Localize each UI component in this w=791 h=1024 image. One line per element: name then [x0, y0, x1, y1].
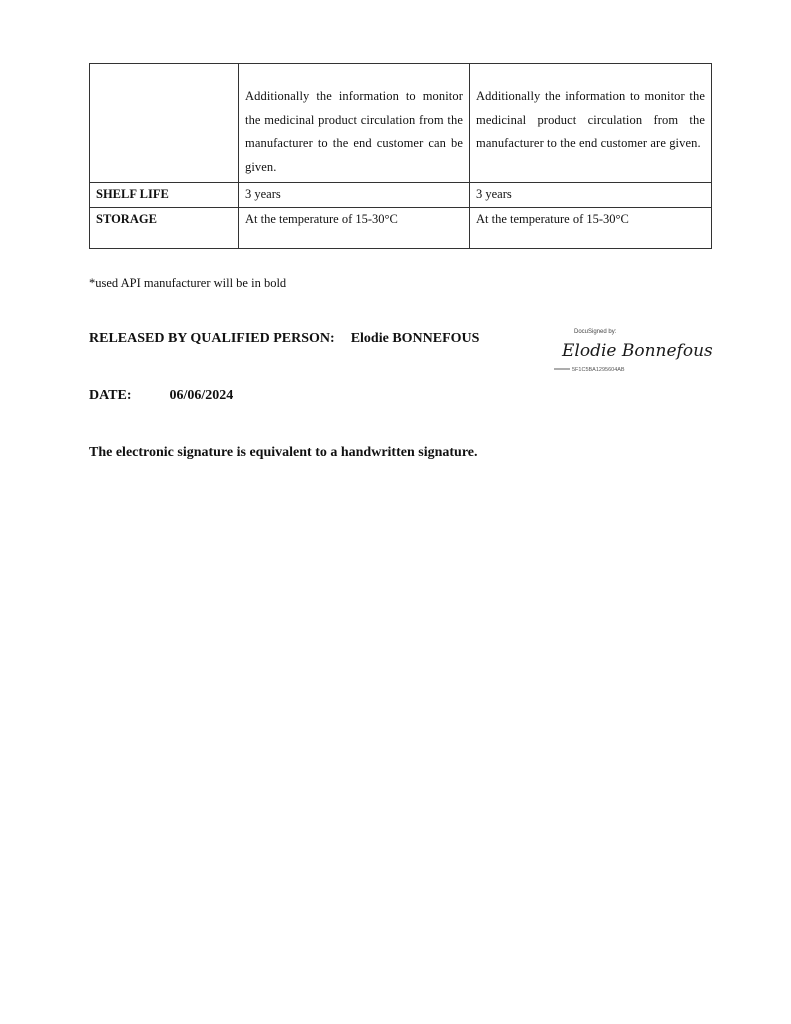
- cell-text: Additionally the information to monitor the medicinal product circulation from the manufacturer to the end customer are given.: [476, 89, 705, 150]
- date-value: 06/06/2024: [169, 388, 234, 403]
- table-cell: [470, 64, 712, 183]
- document-table: [89, 63, 712, 249]
- table-row: [90, 183, 712, 208]
- table-cell: [239, 183, 470, 208]
- electronic-signature-image: [552, 326, 713, 376]
- row-label: SHELF LIFE: [96, 187, 169, 201]
- cell-text: 3 years: [476, 187, 512, 201]
- row-label: STORAGE: [96, 212, 157, 226]
- table-row: [90, 64, 712, 183]
- cell-text: At the temperature of 15-30°C: [245, 212, 398, 226]
- cell-text: At the temperature of 15-30°C: [476, 212, 629, 226]
- cell-text: 3 years: [245, 187, 281, 201]
- cell-text: Additionally the information to monitor the medicinal product circulation from the manufacturer to the end customer can be given.: [245, 89, 463, 174]
- table-cell: [470, 208, 712, 249]
- table-cell: [239, 208, 470, 249]
- footnote: *used API manufacturer will be in bold: [89, 276, 287, 290]
- date-label: DATE:: [89, 388, 132, 403]
- release-line: [89, 331, 479, 347]
- signature-id: 5F1C5BA1295604AB: [572, 367, 625, 373]
- row-label-cell: [90, 208, 239, 249]
- signature-header: DocuSigned by:: [574, 329, 617, 335]
- date-line: [89, 388, 233, 404]
- signature-script: Elodie Bonnefous: [562, 341, 713, 361]
- table-row: [90, 208, 712, 249]
- signature-statement: The electronic signature is equivalent to a handwritten signature.: [89, 445, 478, 460]
- release-label: RELEASED BY QUALIFIED PERSON:: [89, 331, 335, 346]
- row-label-cell: [90, 183, 239, 208]
- table-cell: [470, 183, 712, 208]
- table-cell: [239, 64, 470, 183]
- qualified-person-name: Elodie BONNEFOUS: [350, 331, 480, 346]
- row-label-cell: [90, 64, 239, 183]
